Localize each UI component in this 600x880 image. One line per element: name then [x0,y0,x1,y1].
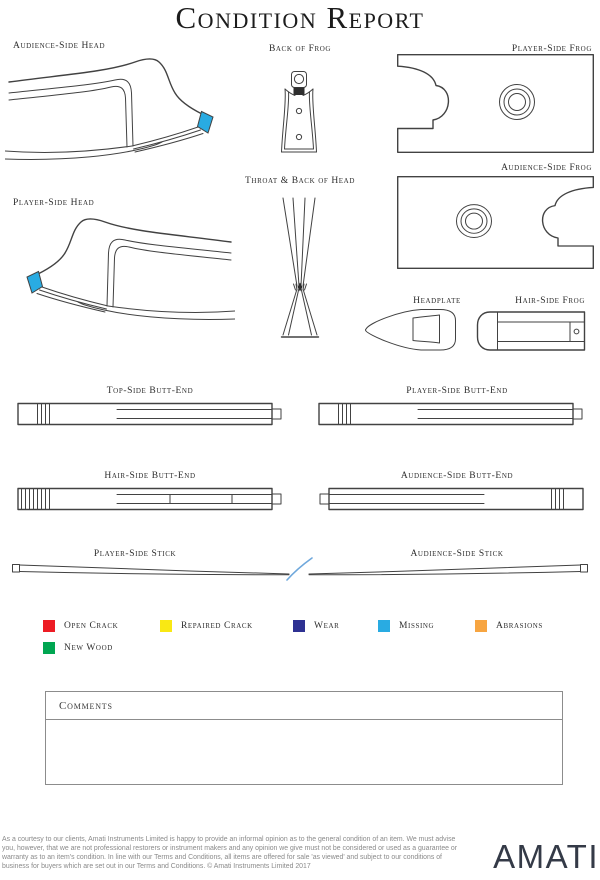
legend-label: New Wood [64,642,113,653]
label-audience-side-frog: Audience-Side Frog [501,163,592,173]
legend-item-missing [378,619,434,632]
frog-eye [500,85,535,120]
bow-head-drawing [5,215,235,335]
label-player-side-butt-end: Player-Side Butt-End [406,386,508,396]
missing-swatch [378,620,390,632]
label-audience-side-head: Audience-Side Head [13,41,106,51]
audience-side-frog-diagram [397,176,594,274]
legend-item-wear [293,619,339,632]
button-cap [581,565,588,573]
butt-end-drawing [318,487,584,511]
ferrule-pin [574,329,579,334]
butt-end-drawing [17,402,283,426]
player-side-butt-end-diagram [318,402,584,431]
audience-side-butt-end-diagram [318,487,584,516]
headplate-drawing [363,306,459,354]
comments-section [45,691,563,785]
legend-item-new-wood [43,641,113,654]
player-side-stick-diagram [10,556,292,587]
legend-label: Open Crack [64,620,119,631]
headplate-diagram [363,306,459,359]
bow-head-drawing [5,55,235,175]
top-side-butt-end-diagram [17,402,283,431]
button-cap [13,565,20,573]
frog-eye [457,205,492,238]
legend-label: Abrasions [496,620,543,631]
label-back-of-frog: Back of Frog [268,44,332,54]
legend-item-abrasions [475,619,543,632]
label-player-side-head: Player-Side Head [13,198,95,208]
throat-back-of-head-diagram [272,196,328,347]
back-of-frog-diagram [272,66,327,171]
amati-logo: AMATI [493,838,599,875]
label-audience-side-stick: Audience-Side Stick [410,549,504,559]
label-hair-side-frog: Hair-Side Frog [515,296,585,306]
page-title: Condition Report [175,0,425,35]
player-side-frog-diagram [397,54,594,158]
butt-end-drawing [318,402,584,426]
label-hair-side-butt-end: Hair-Side Butt-End [104,471,196,481]
label-player-side-stick: Player-Side Stick [93,549,177,559]
frog-side-drawing [397,176,594,269]
frog-hair-side-drawing [476,311,586,351]
label-headplate: Headplate [413,296,461,306]
wear-swatch [293,620,305,632]
audience-side-head-diagram [5,55,235,180]
comments-header [46,692,562,720]
hair-side-frog-diagram [476,311,586,356]
legend-item-open-crack [43,619,118,632]
headplate-inlay [413,315,440,343]
button-collar [294,88,305,96]
button-cap [320,494,329,504]
frog-eye-pin [296,108,301,113]
comments-label: Comments [59,699,113,712]
label-audience-side-butt-end: Audience-Side Butt-End [400,471,514,481]
stick-tip-mark [282,554,316,589]
open-crack-swatch [43,620,55,632]
legend-item-repaired-crack [160,619,253,632]
frog-back-drawing [272,66,327,166]
frog-side-drawing [397,54,594,153]
stick-drawing [306,556,590,582]
legend-label: Missing [399,620,435,631]
disclaimer-text: As a courtesy to our clients, Amati Instruments Limited is happy to provide an informal opinion as to the general condition of an item. We must advise you, however, that we are not professional restorers or instrument makers and any opinion we give must not be considered or used as a guarantee or warranty as to an item's condition. In line with our Terms and Conditions, all items are offered for sale 'as viewed' and subject to our conditions of business for buyers which are set out in our Terms and Conditions. © Amati Instruments Limited 2017 [2,836,458,870]
button-cap [573,409,582,419]
player-side-head-diagram [5,215,235,340]
frog-eye-pin [296,134,301,139]
legend-label: Repaired Crack [181,620,253,631]
throat-drawing [272,196,328,342]
audience-side-stick-diagram [306,556,590,587]
repaired-crack-swatch [160,620,172,632]
blue-slash-icon [282,554,316,584]
stick-drawing [10,556,292,582]
hair-side-butt-end-diagram [17,487,283,516]
legend-label: Wear [314,620,340,631]
abrasions-swatch [475,620,487,632]
butt-end-drawing [17,487,283,511]
label-throat-back-of-head: Throat & Back of Head [245,176,355,186]
label-top-side-butt-end: Top-Side Butt-End [106,386,194,396]
comments-input[interactable] [46,720,562,783]
tip-mark-stroke [287,558,312,580]
button-cap [272,409,281,419]
new-wood-swatch [43,642,55,654]
button-cap [272,494,281,504]
label-player-side-frog: Player-Side Frog [511,44,592,54]
